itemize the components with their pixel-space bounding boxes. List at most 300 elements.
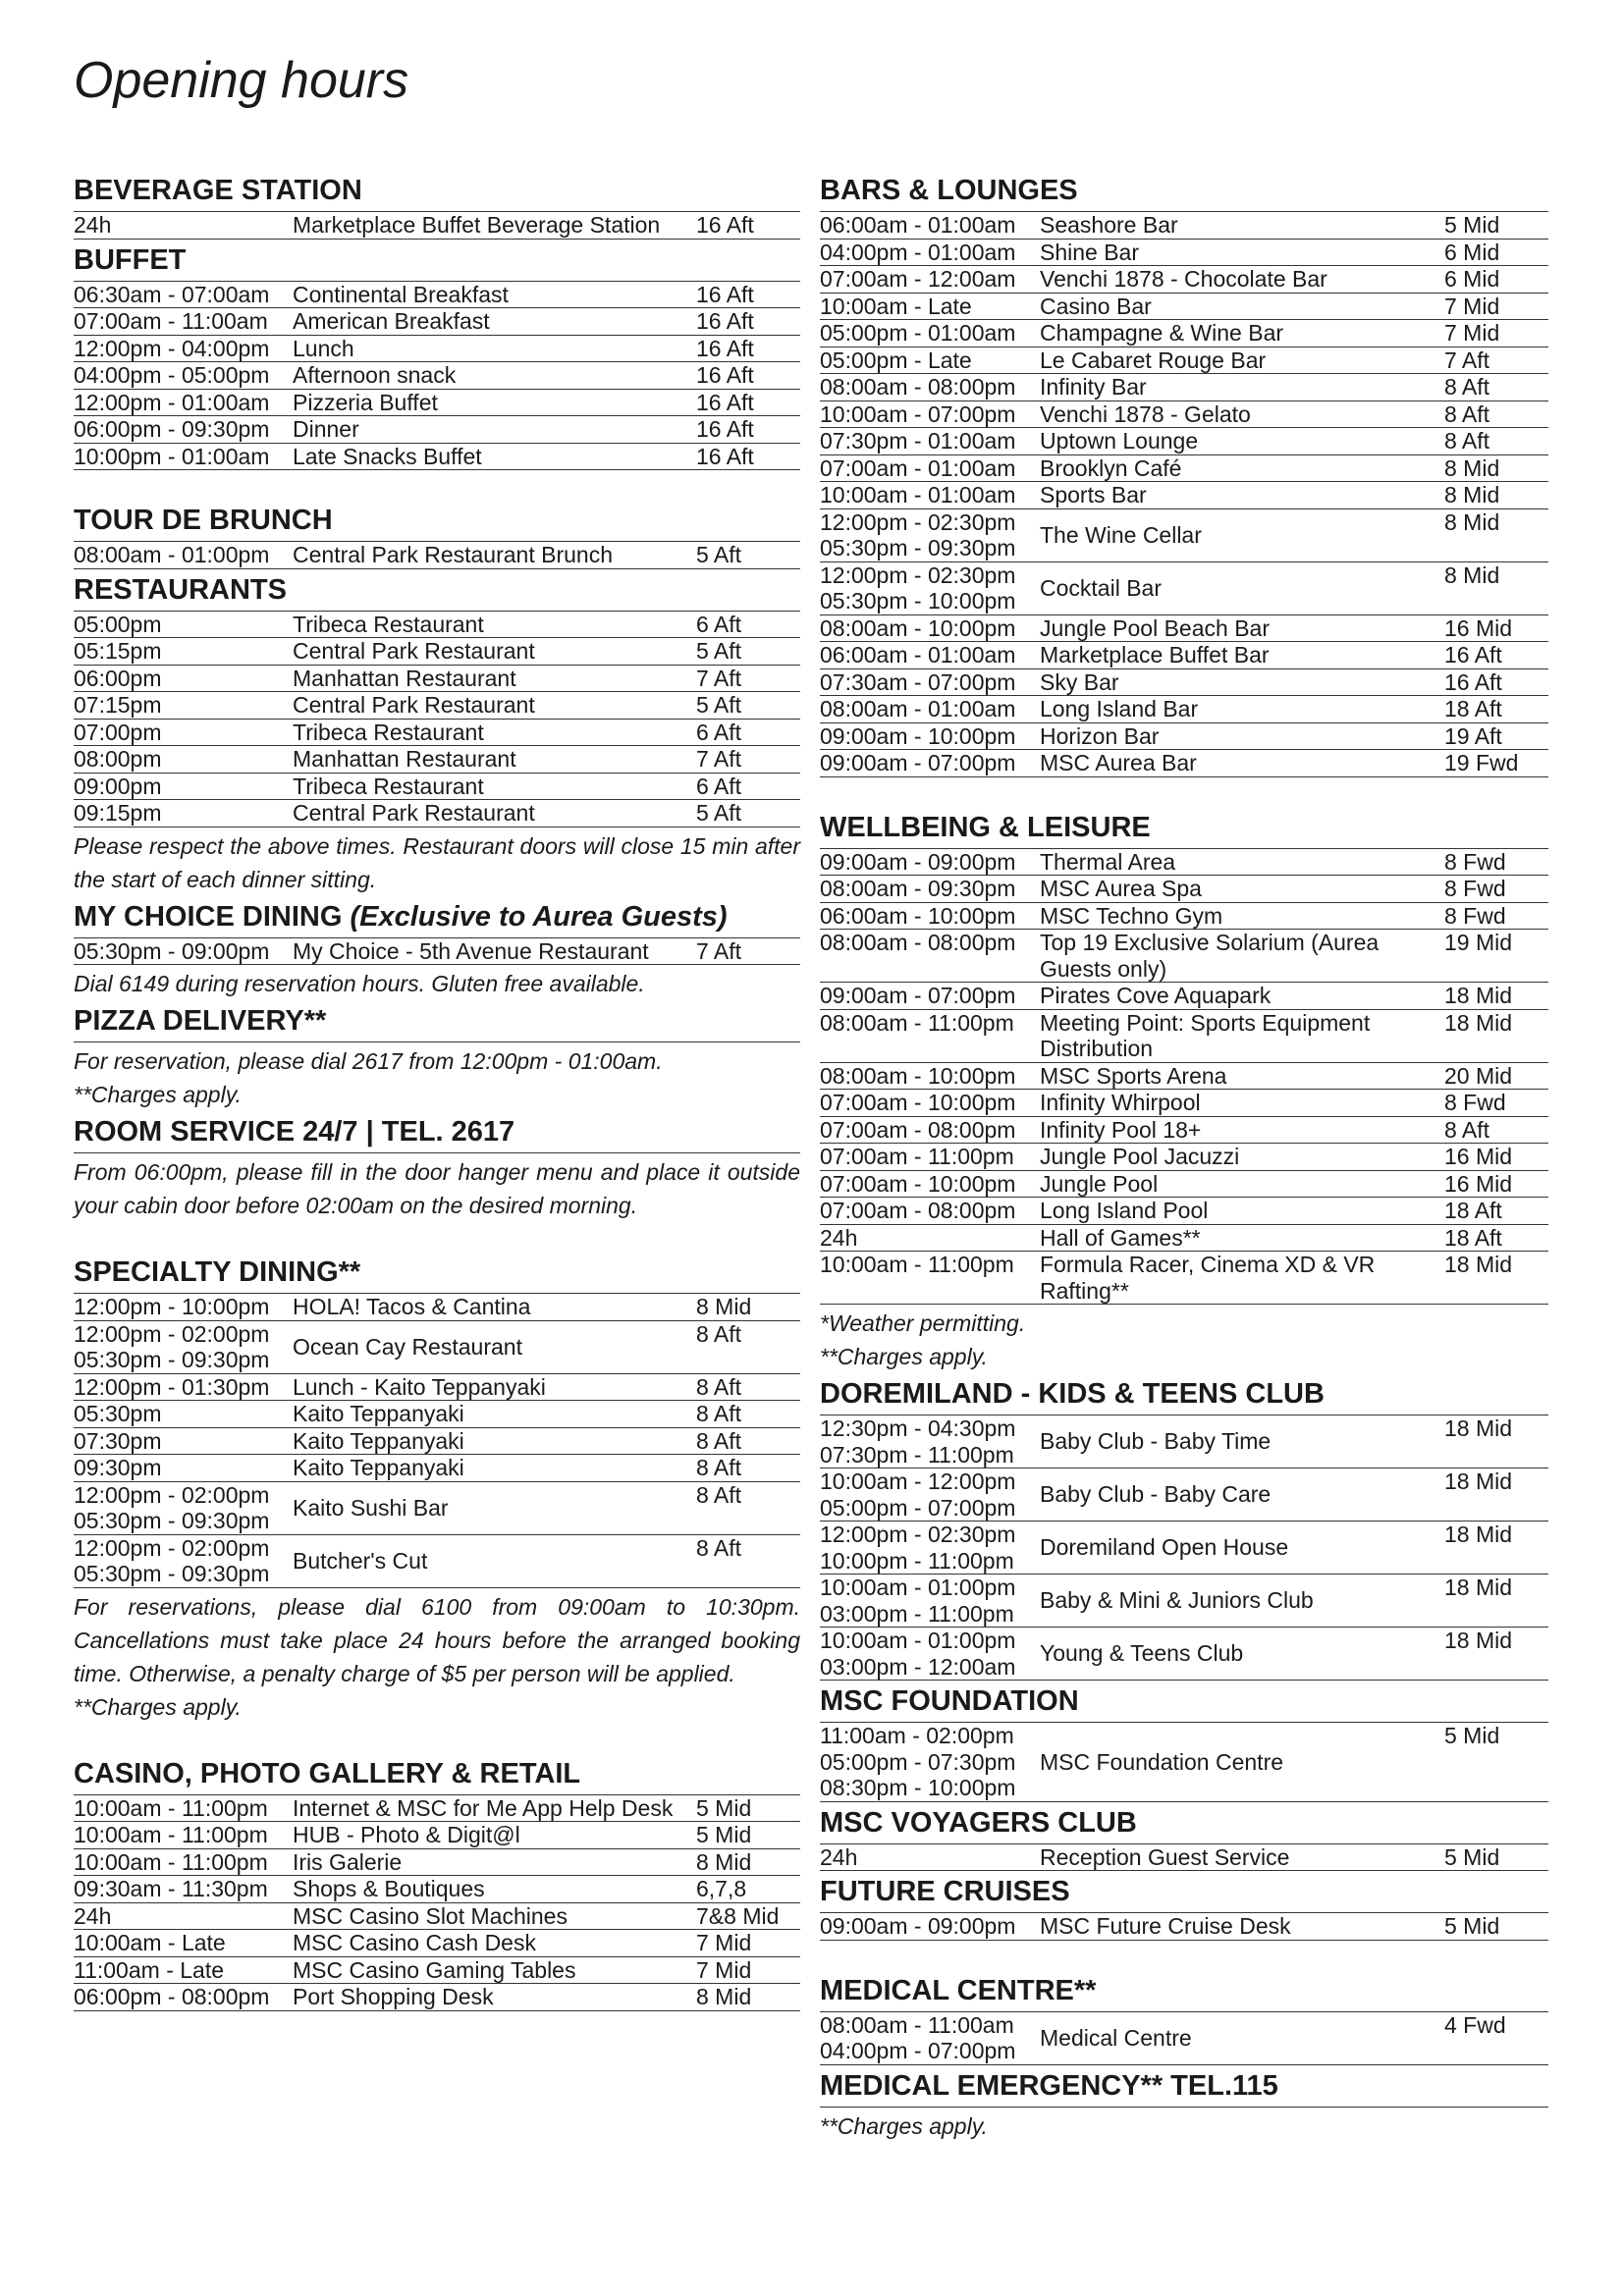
table-row (820, 1468, 1548, 1522)
opening-time: 10:00am - 11:00pm (820, 1252, 1014, 1277)
section-my-choice-dining (74, 896, 800, 1001)
section-heading (820, 1802, 1548, 1844)
opening-time: 24h (820, 1843, 858, 1870)
section-heading-text: BUFFET (74, 243, 187, 276)
table-row (74, 1822, 800, 1849)
table-row (74, 1374, 800, 1402)
venue-name: Seashore Bar (1040, 212, 1178, 238)
table-row (74, 1903, 800, 1931)
section-medical-centre (820, 1970, 1548, 2065)
venue-name: HUB - Photo & Digit@l (293, 1822, 520, 1847)
venue-name: Jungle Pool Jacuzzi (1040, 1144, 1240, 1169)
table-row (820, 1575, 1548, 1628)
venue-name: MSC Casino Gaming Tables (293, 1956, 576, 1983)
table-row (74, 1957, 800, 1985)
venue-name: My Choice - 5th Avenue Restaurant (293, 937, 649, 964)
venue-name: Central Park Restaurant (293, 692, 535, 718)
table-row (820, 1171, 1548, 1199)
deck-location: 8 Aft (696, 1455, 742, 1480)
opening-time: 12:00pm - 02:00pm 05:30pm - 09:30pm (74, 1481, 270, 1533)
deck-location: 8 Aft (696, 1373, 742, 1400)
deck-location: 6 Aft (696, 719, 742, 745)
venue-name: Jungle Pool Beach Bar (1040, 614, 1270, 641)
opening-time: 07:00am - 11:00pm (820, 1144, 1014, 1169)
deck-location: 8 Mid (1444, 482, 1500, 507)
table-row (820, 1844, 1548, 1872)
venue-name: Infinity Bar (1040, 374, 1147, 400)
venue-name: MSC Aurea Bar (1040, 750, 1197, 775)
venue-name: Kaito Teppanyaki (293, 1427, 464, 1454)
table-row (820, 1415, 1548, 1468)
table-row (74, 282, 800, 309)
venue-name: Pirates Cove Aquapark (1040, 983, 1272, 1008)
table-row (820, 294, 1548, 321)
deck-location: 8 Mid (696, 1848, 752, 1875)
opening-time: 05:30pm (74, 1401, 162, 1426)
section-heading (820, 1970, 1548, 2012)
venue-name: Hall of Games** (1040, 1224, 1201, 1251)
venue-name: MSC Casino Cash Desk (293, 1930, 536, 1955)
opening-time: 05:00pm - Late (820, 347, 972, 373)
opening-time: 05:15pm (74, 638, 162, 664)
deck-location: 8 Aft (696, 1401, 742, 1426)
venue-name: Meeting Point: Sports Equipment Distribution (1040, 1009, 1371, 1061)
opening-time: 12:00pm - 02:30pm 05:30pm - 10:00pm (820, 561, 1016, 614)
deck-location: 18 Aft (1444, 1224, 1502, 1251)
table-row (74, 1535, 800, 1588)
opening-time: 06:00pm (74, 665, 162, 691)
opening-time: 10:00am - 11:00pm (74, 1822, 268, 1847)
opening-time: 06:00am - 10:00pm (820, 902, 1016, 929)
opening-time: 12:30pm - 04:30pm 07:30pm - 11:00pm (820, 1415, 1016, 1468)
venue-name: Long Island Bar (1040, 696, 1199, 721)
right-column (820, 170, 1548, 2143)
deck-location: 7 Aft (696, 746, 742, 772)
section-heading-text: MEDICAL CENTRE** (820, 1974, 1097, 2006)
venue-name: Horizon Bar (1040, 722, 1160, 749)
table-row (74, 308, 800, 336)
section-heading-text: WELLBEING & LEISURE (820, 811, 1151, 843)
table-row (74, 720, 800, 747)
table-row (74, 1849, 800, 1877)
opening-time: 10:00am - Late (74, 1930, 226, 1955)
table-row (74, 212, 800, 240)
opening-time: 08:00pm (74, 746, 162, 772)
section-heading-subtitle: (Exclusive to Aurea Guests) (350, 900, 728, 933)
deck-location: 6 Mid (1444, 239, 1500, 265)
deck-location: 16 Aft (696, 281, 754, 307)
deck-location: 18 Mid (1444, 1468, 1513, 1494)
section-room-service-24-7-tel-2617 (74, 1111, 800, 1222)
venue-name: Casino Bar (1040, 293, 1152, 319)
deck-location: 16 Aft (696, 308, 754, 334)
section-heading-text: TOUR DE BRUNCH (74, 505, 333, 536)
opening-time: 07:15pm (74, 692, 162, 718)
deck-location: 16 Aft (696, 335, 754, 361)
deck-location: 8 Aft (1444, 428, 1490, 454)
table-row (820, 374, 1548, 401)
venue-name: Tribeca Restaurant (293, 611, 484, 637)
table-row (74, 1795, 800, 1823)
table-row (74, 416, 800, 444)
opening-time: 24h (820, 1224, 858, 1251)
section-restaurants (74, 569, 800, 896)
table-row (74, 938, 800, 966)
deck-location: 8 Fwd (1444, 902, 1506, 929)
venue-name: MSC Foundation Centre (1040, 1748, 1284, 1775)
opening-time: 12:00pm - 02:30pm 10:00pm - 11:00pm (820, 1522, 1016, 1574)
venue-name: MSC Casino Slot Machines (293, 1902, 568, 1929)
table-row (74, 692, 800, 720)
opening-time: 05:00pm (74, 611, 162, 637)
deck-location: 16 Mid (1444, 1170, 1513, 1197)
venue-name: Cocktail Bar (1040, 574, 1162, 601)
deck-location: 18 Aft (1444, 696, 1502, 721)
section-note: From 06:00pm, please fill in the door hanger menu and place it outside your cabin door before 02:00am on the desired morning. (74, 1159, 800, 1218)
table-row (820, 1225, 1548, 1253)
opening-time: 08:00am - 01:00am (820, 696, 1016, 721)
venue-name: MSC Future Cruise Desk (1040, 1913, 1291, 1939)
table-row (820, 1198, 1548, 1225)
venue-name: Dinner (293, 416, 359, 442)
deck-location: 5 Aft (696, 800, 742, 826)
section-heading-text: BEVERAGE STATION (74, 175, 362, 206)
venue-name: Kaito Teppanyaki (293, 1401, 464, 1426)
table-row (820, 1063, 1548, 1091)
opening-time: 07:00am - 01:00am (820, 454, 1016, 481)
venue-name: Top 19 Exclusive Solarium (Aurea Guests only) (1040, 930, 1380, 982)
table-row (820, 401, 1548, 429)
opening-time: 09:00am - 07:00pm (820, 983, 1016, 1008)
table-row (820, 347, 1548, 375)
table-row (820, 1010, 1548, 1063)
venue-name: Champagne & Wine Bar (1040, 320, 1284, 346)
deck-location: 18 Mid (1444, 1415, 1513, 1441)
venue-name: Young & Teens Club (1040, 1640, 1244, 1667)
table-row (74, 1321, 800, 1374)
opening-time: 05:30pm - 09:00pm (74, 937, 270, 964)
deck-location: 8 Aft (1444, 374, 1490, 400)
opening-time: 10:00pm - 01:00am (74, 443, 270, 469)
table-row (74, 1428, 800, 1456)
opening-time: 05:00pm - 01:00am (820, 320, 1016, 346)
deck-location: 18 Mid (1444, 1575, 1513, 1600)
opening-time: 08:00am - 09:30pm (820, 876, 1016, 901)
table-row (820, 903, 1548, 931)
opening-time: 12:00pm - 02:00pm 05:30pm - 09:30pm (74, 1534, 270, 1586)
opening-time: 12:00pm - 02:30pm 05:30pm - 09:30pm (820, 508, 1016, 561)
section-heading-text: CASINO, PHOTO GALLERY & RETAIL (74, 1757, 581, 1789)
section-note: *Weather permitting. **Charges apply. (820, 1310, 1026, 1369)
venue-name: Jungle Pool (1040, 1170, 1159, 1197)
table-row (820, 482, 1548, 509)
page-title: Opening hours (74, 52, 409, 109)
venue-name: Kaito Sushi Bar (293, 1494, 449, 1521)
venue-name: Tribeca Restaurant (293, 773, 484, 799)
table-row (74, 1930, 800, 1957)
venue-name: Central Park Restaurant (293, 638, 535, 664)
table-row (820, 1144, 1548, 1171)
opening-time: 10:00am - Late (820, 293, 972, 319)
deck-location: 8 Aft (1444, 400, 1490, 427)
table-row (74, 1984, 800, 2011)
venue-name: MSC Sports Arena (1040, 1062, 1227, 1089)
table-row (820, 1628, 1548, 1681)
opening-time: 07:00am - 08:00pm (820, 1198, 1016, 1223)
deck-location: 19 Mid (1444, 930, 1513, 955)
table-row (74, 542, 800, 569)
deck-location: 7 Mid (696, 1956, 752, 1983)
venue-name: Central Park Restaurant (293, 800, 535, 826)
table-row (820, 983, 1548, 1010)
deck-location: 5 Mid (1444, 1723, 1500, 1748)
table-row (74, 1482, 800, 1535)
deck-location: 7 Aft (696, 665, 742, 691)
venue-name: Ocean Cay Restaurant (293, 1333, 522, 1360)
deck-location: 16 Aft (696, 443, 754, 469)
opening-time: 08:00am - 10:00pm (820, 614, 1016, 641)
opening-time: 04:00pm - 05:00pm (74, 362, 270, 388)
deck-location: 8 Aft (1444, 1116, 1490, 1143)
opening-time: 10:00am - 01:00pm 03:00pm - 11:00pm (820, 1575, 1016, 1627)
table-row (74, 666, 800, 693)
opening-time: 06:00am - 01:00am (820, 642, 1016, 667)
section-note: For reservation, please dial 2617 from 12:00pm - 01:00am. **Charges apply. (74, 1048, 663, 1107)
venue-name: Lunch - Kaito Teppanyaki (293, 1373, 546, 1400)
deck-location: 7 Mid (1444, 320, 1500, 346)
opening-time: 12:00pm - 02:00pm 05:30pm - 09:30pm (74, 1320, 270, 1372)
section-msc-foundation (820, 1681, 1548, 1802)
opening-time: 06:30am - 07:00am (74, 281, 270, 307)
section-heading (74, 1252, 800, 1294)
table-row (820, 615, 1548, 643)
venue-name: Reception Guest Service (1040, 1843, 1290, 1870)
opening-time: 12:00pm - 10:00pm (74, 1294, 270, 1319)
venue-name: Central Park Restaurant Brunch (293, 542, 613, 567)
section-wellbeing-leisure (820, 807, 1548, 1374)
table-row (74, 336, 800, 363)
section-heading-text: BARS & LOUNGES (820, 175, 1078, 206)
section-heading (74, 569, 800, 612)
table-row (820, 266, 1548, 294)
opening-time: 08:00am - 10:00pm (820, 1062, 1016, 1089)
table-row (74, 774, 800, 801)
deck-location: 5 Aft (696, 542, 742, 567)
table-row (820, 1117, 1548, 1145)
section-note: Dial 6149 during reservation hours. Gluten free available. (74, 971, 645, 996)
deck-location: 16 Aft (696, 362, 754, 388)
deck-location: 8 Mid (696, 1294, 752, 1319)
table-row (74, 1455, 800, 1482)
opening-time: 08:00am - 01:00pm (74, 542, 270, 567)
section-heading (74, 500, 800, 542)
table-row (820, 240, 1548, 267)
venue-name: American Breakfast (293, 308, 490, 334)
section-heading-text: RESTAURANTS (74, 573, 287, 606)
section-medical-emergency-tel-115 (820, 2065, 1548, 2143)
opening-time: 24h (74, 1902, 112, 1929)
opening-time: 08:00am - 08:00pm (820, 930, 1016, 955)
table-row (74, 746, 800, 774)
section-heading (74, 240, 800, 282)
opening-time: 06:00pm - 08:00pm (74, 1984, 270, 2009)
opening-time: 07:30pm - 01:00am (820, 428, 1016, 454)
deck-location: 5 Mid (1444, 212, 1500, 238)
deck-location: 6,7,8 (696, 1876, 747, 1901)
table-row (820, 723, 1548, 751)
deck-location: 6 Aft (696, 773, 742, 799)
deck-location: 18 Mid (1444, 1522, 1513, 1547)
table-row (820, 1090, 1548, 1117)
venue-name: Pizzeria Buffet (293, 389, 438, 415)
table-row (74, 362, 800, 390)
deck-location: 16 Aft (1444, 642, 1502, 667)
opening-time: 08:00am - 08:00pm (820, 374, 1016, 400)
opening-time: 12:00pm - 01:30pm (74, 1373, 270, 1400)
venue-name: Shine Bar (1040, 239, 1140, 265)
left-column (74, 170, 800, 2011)
section-future-cruises (820, 1871, 1548, 1941)
venue-name: Port Shopping Desk (293, 1984, 494, 2009)
section-heading (74, 1753, 800, 1795)
opening-time: 07:30am - 07:00pm (820, 668, 1016, 695)
section-heading (74, 1000, 800, 1042)
deck-location: 8 Mid (696, 1984, 752, 2009)
opening-time: 06:00pm - 09:30pm (74, 416, 270, 442)
opening-time: 07:30pm (74, 1427, 162, 1454)
opening-time: 07:00pm (74, 719, 162, 745)
deck-location: 18 Mid (1444, 1628, 1513, 1653)
venue-name: Baby & Mini & Juniors Club (1040, 1587, 1314, 1614)
venue-name: Medical Centre (1040, 2024, 1192, 2051)
venue-name: MSC Techno Gym (1040, 902, 1223, 929)
section-heading-text: MSC VOYAGERS CLUB (820, 1806, 1137, 1839)
section-bars-lounges (820, 170, 1548, 777)
deck-location: 8 Aft (696, 1534, 742, 1561)
deck-location: 8 Fwd (1444, 876, 1506, 901)
deck-location: 16 Mid (1444, 1144, 1513, 1169)
deck-location: 5 Mid (1444, 1913, 1500, 1939)
table-row (820, 1913, 1548, 1941)
section-heading-text: MSC FOUNDATION (820, 1685, 1079, 1717)
section-heading-text: MEDICAL EMERGENCY** TEL.115 (820, 2069, 1278, 2102)
deck-location: 18 Mid (1444, 983, 1513, 1008)
opening-time: 10:00am - 01:00pm 03:00pm - 12:00am (820, 1628, 1016, 1680)
deck-location: 8 Aft (696, 1481, 742, 1508)
deck-location: 7 Mid (1444, 293, 1500, 319)
opening-time: 10:00am - 01:00am (820, 482, 1016, 507)
venue-name: Thermal Area (1040, 848, 1176, 875)
section-heading-text: PIZZA DELIVERY** (74, 1005, 327, 1037)
table-row (820, 876, 1548, 903)
opening-time: 10:00am - 12:00pm 05:00pm - 07:00pm (820, 1468, 1016, 1521)
venue-name: Late Snacks Buffet (293, 443, 482, 469)
deck-location: 8 Mid (1444, 561, 1500, 588)
section-heading (74, 1111, 800, 1153)
venue-name: MSC Aurea Spa (1040, 876, 1202, 901)
section-heading (820, 170, 1548, 212)
section-heading-text: SPECIALTY DINING** (74, 1256, 361, 1288)
table-row (820, 212, 1548, 240)
section-heading-text: ROOM SERVICE 24/7 | TEL. 2617 (74, 1116, 515, 1148)
deck-location: 5 Mid (696, 1822, 752, 1847)
table-row (820, 642, 1548, 669)
deck-location: 5 Mid (1444, 1843, 1500, 1870)
deck-location: 18 Mid (1444, 1009, 1513, 1036)
venue-name: Uptown Lounge (1040, 428, 1199, 454)
table-row (820, 455, 1548, 483)
table-row (820, 1252, 1548, 1305)
opening-time: 09:30am - 11:30pm (74, 1876, 268, 1901)
venue-name: Iris Galerie (293, 1848, 403, 1875)
table-row (74, 612, 800, 639)
deck-location: 16 Aft (696, 212, 754, 238)
section-casino-photo-gallery-retail (74, 1753, 800, 2011)
section-pizza-delivery (74, 1000, 800, 1111)
section-note: **Charges apply. (820, 2112, 988, 2139)
section-note: Please respect the above times. Restaurant doors will close 15 min after the start of each dinner sitting. (74, 832, 800, 892)
table-row (74, 1401, 800, 1428)
opening-time: 09:00pm (74, 773, 162, 799)
deck-location: 6 Aft (696, 611, 742, 637)
section-specialty-dining (74, 1252, 800, 1724)
venue-name: Butcher's Cut (293, 1547, 428, 1574)
section-heading (74, 896, 800, 938)
deck-location: 18 Aft (1444, 1198, 1502, 1223)
opening-time: 09:00am - 09:00pm (820, 848, 1016, 875)
table-row (74, 390, 800, 417)
table-row (820, 696, 1548, 723)
section-heading-text: DOREMILAND - KIDS & TEENS CLUB (820, 1378, 1325, 1410)
venue-name: Doremiland Open House (1040, 1534, 1289, 1561)
venue-name: Shops & Boutiques (293, 1876, 485, 1901)
opening-time: 08:00am - 11:00am 04:00pm - 07:00pm (820, 2011, 1016, 2063)
venue-name: Sky Bar (1040, 668, 1119, 695)
venue-name: The Wine Cellar (1040, 521, 1202, 548)
section-doremiland-kids-teens-club (820, 1373, 1548, 1681)
venue-name: Le Cabaret Rouge Bar (1040, 347, 1267, 373)
deck-location: 8 Fwd (1444, 1090, 1506, 1115)
opening-time: 12:00pm - 01:00am (74, 389, 270, 415)
venue-name: Tribeca Restaurant (293, 719, 484, 745)
deck-location: 8 Mid (1444, 508, 1500, 535)
opening-time: 08:00am - 11:00pm (820, 1009, 1014, 1036)
venue-name: Marketplace Buffet Beverage Station (293, 212, 661, 238)
opening-time: 07:00am - 08:00pm (820, 1116, 1016, 1143)
opening-time: 09:00am - 09:00pm (820, 1913, 1016, 1939)
section-note: For reservations, please dial 6100 from 09:00am to 10:30pm. Cancellations must take place 24 hours before the arranged booking time. Otherwise, a penalty charge of $5 per person will be applied. **Charges apply. (74, 1593, 800, 1720)
venue-name: Brooklyn Café (1040, 454, 1182, 481)
opening-time: 07:00am - 12:00am (820, 266, 1016, 292)
deck-location: 7 Aft (696, 937, 742, 964)
deck-location: 8 Fwd (1444, 848, 1506, 875)
table-row (820, 849, 1548, 877)
deck-location: 8 Mid (1444, 454, 1500, 481)
table-row (820, 562, 1548, 615)
deck-location: 8 Aft (696, 1427, 742, 1454)
section-heading (820, 2065, 1548, 2108)
table-row (74, 638, 800, 666)
table-row (820, 2012, 1548, 2065)
deck-location: 4 Fwd (1444, 2011, 1506, 2038)
deck-location: 7 Aft (1444, 347, 1490, 373)
venue-name: Formula Racer, Cinema XD & VR Rafting** (1040, 1252, 1376, 1304)
section-buffet (74, 240, 800, 471)
table-row (820, 428, 1548, 455)
opening-time: 09:30pm (74, 1455, 162, 1480)
venue-name: Internet & MSC for Me App Help Desk (293, 1794, 674, 1821)
venue-name: Long Island Pool (1040, 1198, 1209, 1223)
